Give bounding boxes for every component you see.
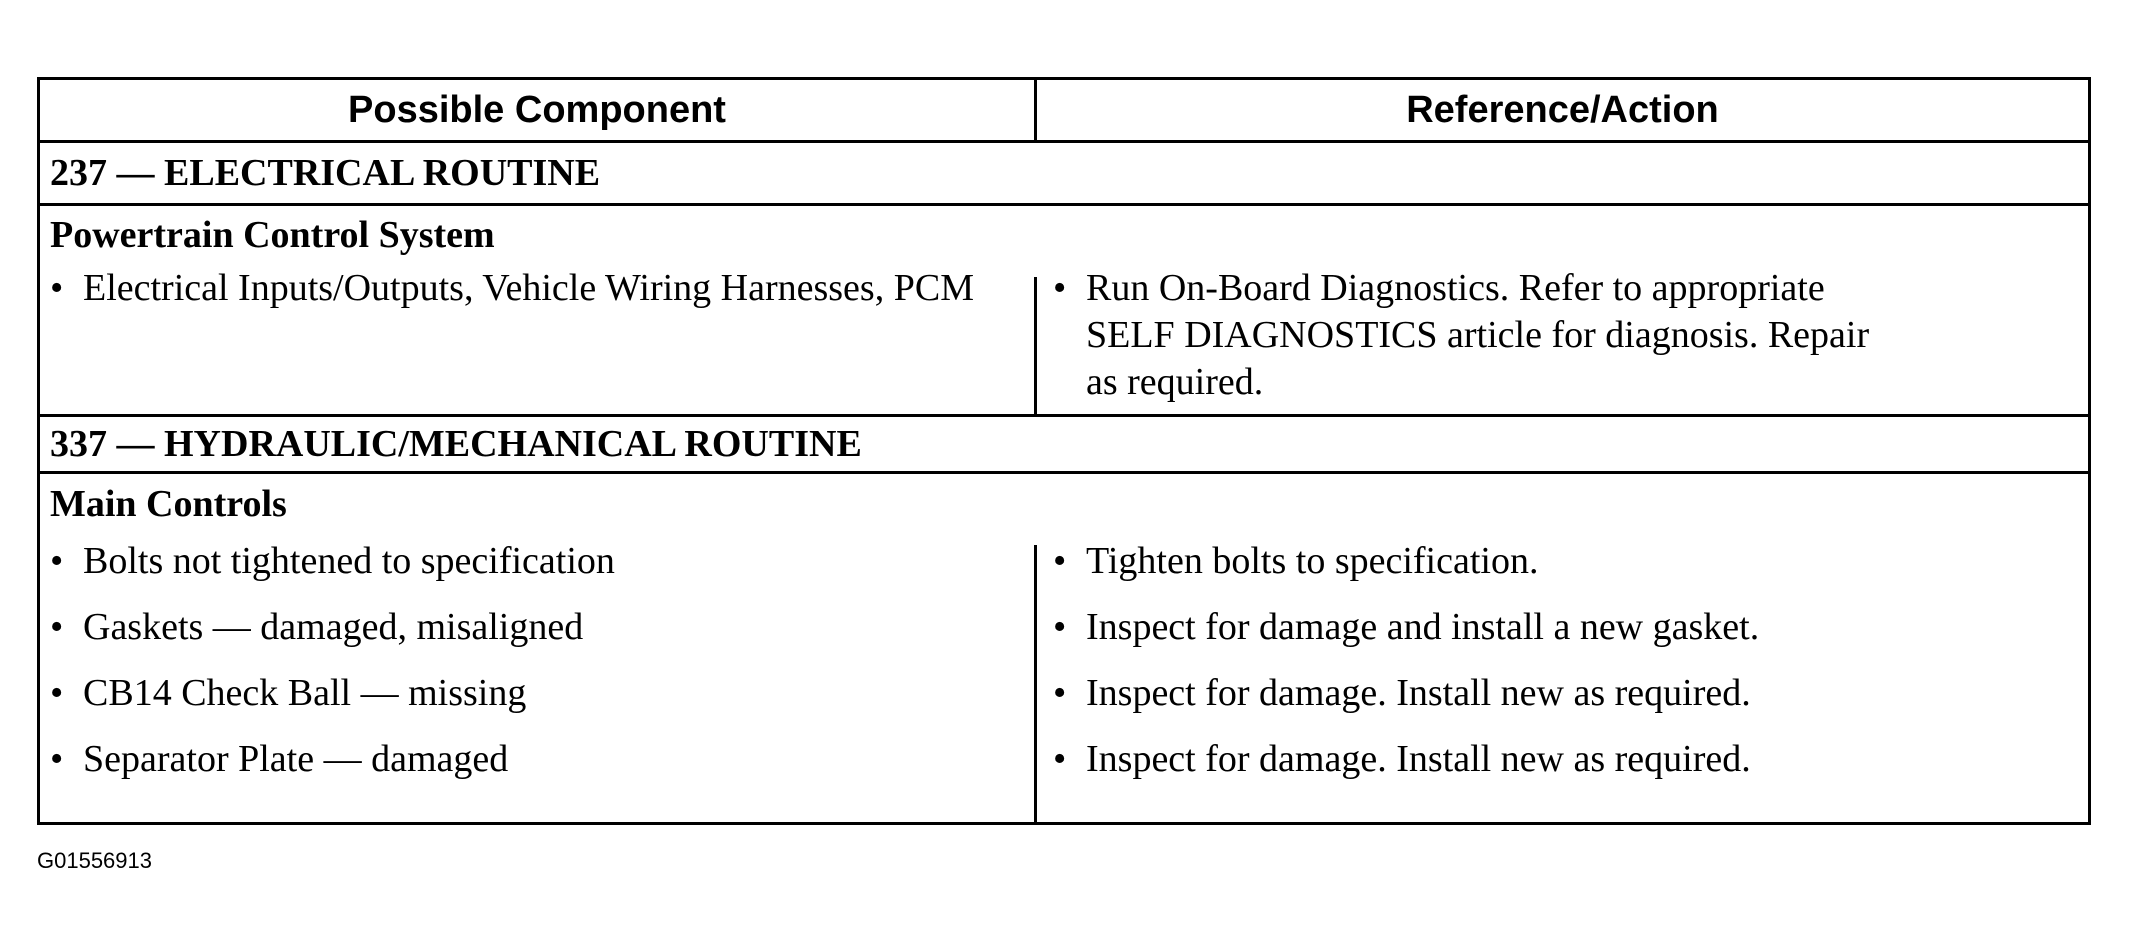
- table-header-row: [40, 80, 2088, 143]
- bullet-icon: •: [50, 738, 64, 780]
- column-header-reference-action: Reference/Action: [1406, 88, 1719, 131]
- table-cell-component: • CB14 Check Ball — missing: [50, 670, 1020, 717]
- diagnostic-table: [37, 77, 2091, 825]
- bullet-icon: •: [50, 267, 64, 309]
- bullet-icon: •: [1053, 606, 1067, 648]
- bullet-icon: •: [1053, 738, 1067, 780]
- table-cell-action: • Inspect for damage. Install new as required.: [1053, 670, 2073, 717]
- group-title-main-controls: Main Controls: [50, 483, 287, 525]
- bullet-icon: •: [1053, 672, 1067, 714]
- bullet-icon: •: [50, 672, 64, 714]
- column-header-possible-component: Possible Component: [348, 88, 726, 131]
- table-cell-action: • Inspect for damage and install a new gasket.: [1053, 604, 2073, 651]
- table-cell-component: • Electrical Inputs/Outputs, Vehicle Wiring Harnesses, PCM: [50, 265, 1020, 312]
- table-cell-action: • Run On-Board Diagnostics. Refer to appropriate SELF DIAGNOSTICS article for diagnosis. Repair as required.: [1053, 267, 1870, 403]
- figure-id: G01556913: [37, 848, 152, 873]
- bullet-icon: •: [1053, 540, 1067, 582]
- table-cell-component: • Gaskets — damaged, misaligned: [50, 604, 1020, 651]
- bullet-icon: •: [1053, 267, 1067, 309]
- column-divider: [1034, 277, 1037, 414]
- section-title-electrical-routine: 237 — ELECTRICAL ROUTINE: [40, 143, 2088, 206]
- table-cell-action: • Inspect for damage. Install new as required.: [1053, 736, 2073, 783]
- column-divider: [1034, 545, 1037, 825]
- table-cell-component: • Separator Plate — damaged: [50, 736, 1020, 783]
- bullet-icon: •: [50, 606, 64, 648]
- section-title-hydraulic-mechanical-routine: 337 — HYDRAULIC/MECHANICAL ROUTINE: [40, 414, 2088, 474]
- group-title-powertrain-control-system: Powertrain Control System: [50, 213, 495, 256]
- table-cell-component: • Bolts not tightened to specification: [50, 538, 1020, 585]
- table-cell-action: • Tighten bolts to specification.: [1053, 538, 2073, 585]
- bullet-icon: •: [50, 540, 64, 582]
